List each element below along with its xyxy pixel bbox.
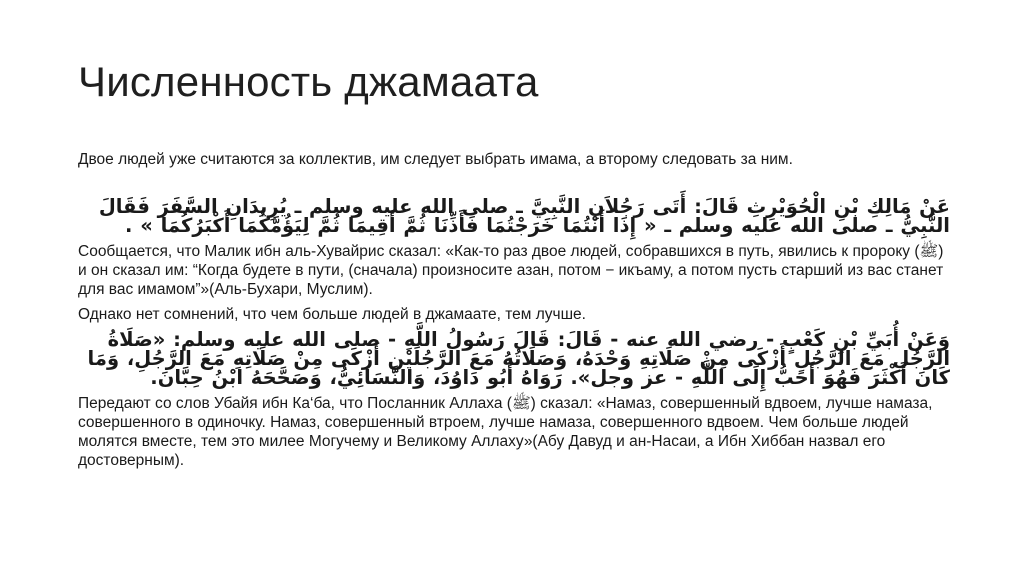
statement-paragraph: Однако нет сомнений, что чем больше людей в джамаате, тем лучше. — [78, 306, 586, 323]
arabic-hadith-ubay: وَعَنْ أُبَيِّ بْنِ كَعْبٍ - رضي الله عنه - قَالَ: قَالَ رَسُولُ اللَّهِ - صلى الله عليه وسلم: «صَلَاةُ الرَّجُلِ مَعَ الرَّجُلِ أَزْكَى مِنْ صَلَاتِهِ وَحْدَهُ، وَصَلَاتُهُ مَعَ الرَّجُلَيْنِ أَزْكَى مِنْ صَلَاتِهِ مَعَ الرَّجُلِ، وَمَا كَانَ أَكْثَرَ فَهُوَ أَحَبُّ إِلَى اللَّهِ - عز وجل». رَوَاهُ أَبُو دَاوُدَ، وَالنَّسَائِيُّ، وَصَحَّحَهُ ابْنُ حِبَّانَ. — [87, 328, 950, 389]
intro-paragraph: Двое людей уже считаются за коллектив, им следует выбрать имама, а второму следовать за ним. — [78, 151, 793, 168]
translation-malik: Сообщается, что Малик ибн аль-Хувайрис сказал: «Как-то раз двое людей, собравшихся в путь, явились к пророку (ﷺ) и он сказал им: “Когда будете в пути, (сначала) произносите азан, потом − икъаму, а потом пусть старший из вас станет для вас имамом”»(Аль-Бухари, Муслим). — [78, 243, 944, 298]
slide-title: Численность джамаата — [78, 58, 539, 105]
slide-content — [78, 150, 950, 476]
translation-ubay: Передают со слов Убайя ибн Ка‘ба, что Посланник Аллаха (ﷺ) сказал: «Намаз, совершенный вдвоем, лучше намаза, совершенного в одиночку. Намаз, совершенный втроем, лучше намаза, совершенного вдвоем. Чем больше людей молятся вместе, тем это милее Могучему и Великому Аллаху»(Абу Давуд и ан-Насаи, а Ибн Хиббан назвал его достоверным). — [78, 395, 933, 469]
arabic-hadith-malik: عَنْ مَالِكِ بْنِ الْحُوَيْرِثِ قَالَ: أَتَى رَجُلاَنِ النَّبِيَّ ـ صلى الله عليه وسلم ـ يُرِيدَانِ السَّفَرَ فَقَالَ النَّبِيُّ ـ صلى الله عليه وسلم ـ « إِذَا أَنْتُمَا خَرَجْتُمَا فَأَذِّنَا ثُمَّ أَقِيمَا ثُمَّ لِيَؤُمَّكُمَا أَكْبَرُكُمَا » . — [98, 195, 950, 237]
